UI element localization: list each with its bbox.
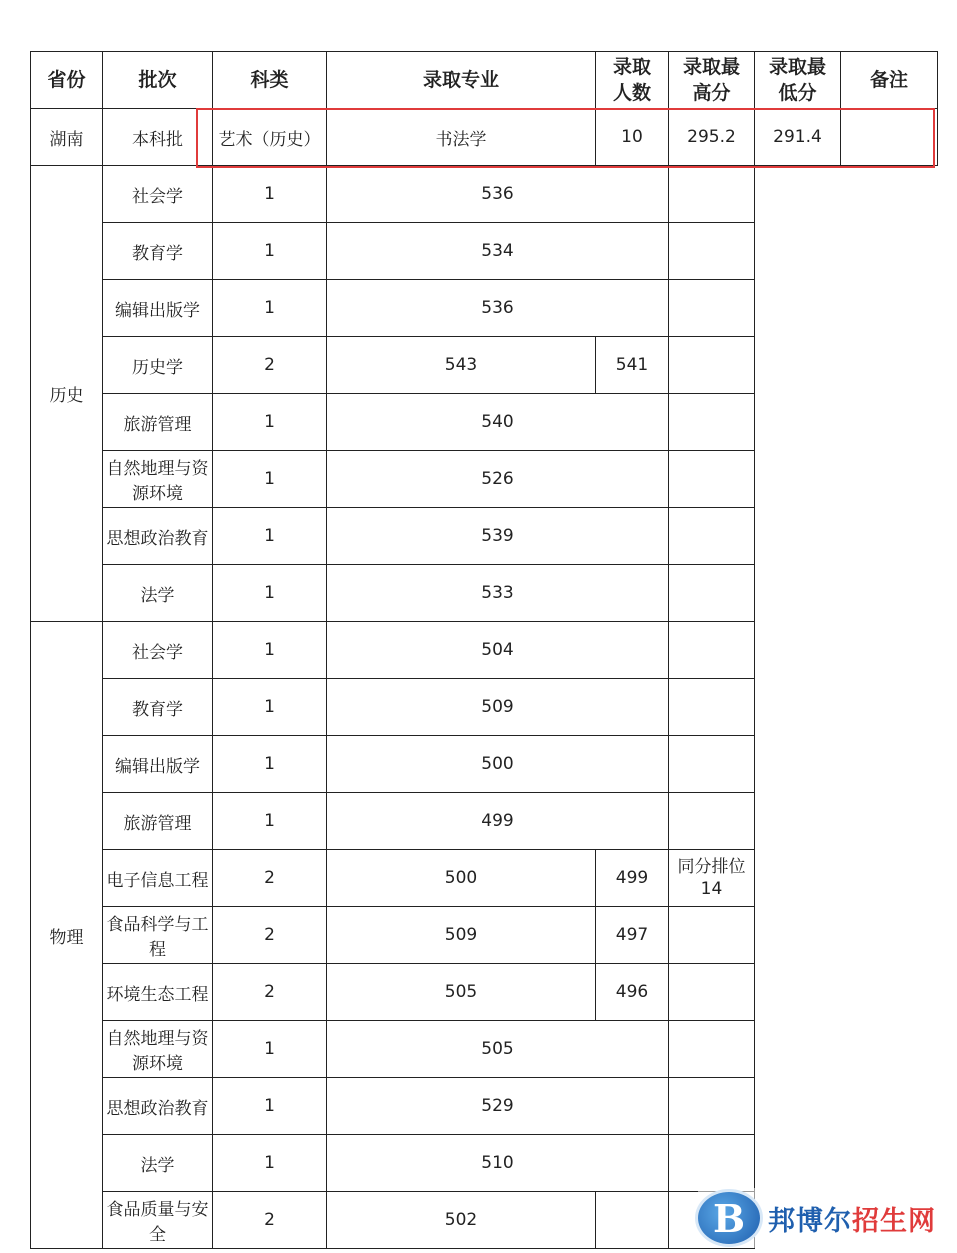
major-cell: 社会学: [103, 166, 213, 223]
count-cell: 1: [213, 622, 327, 679]
header-province: 省份: [31, 52, 103, 109]
header-row: [31, 52, 938, 109]
count-cell: 1: [213, 451, 327, 508]
count-cell: 2: [213, 850, 327, 907]
count-cell: 1: [213, 679, 327, 736]
table-row: [31, 1078, 938, 1135]
major-cell: 旅游管理: [103, 394, 213, 451]
note-cell: [669, 394, 755, 451]
table-row: [31, 109, 938, 166]
header-batch: 批次: [103, 52, 213, 109]
header-note: 备注: [841, 52, 938, 109]
admission-table: [30, 51, 938, 1249]
table-row: [31, 508, 938, 565]
count-cell: 1: [213, 166, 327, 223]
count-cell: 1: [213, 793, 327, 850]
major-cell: 环境生态工程: [103, 964, 213, 1021]
major-cell: 编辑出版学: [103, 280, 213, 337]
min-score-cell: [596, 1192, 669, 1249]
score-cell: 526: [327, 451, 669, 508]
table-row: [31, 565, 938, 622]
table-row: [31, 622, 938, 679]
score-cell: 505: [327, 1021, 669, 1078]
header-count: 录取 人数: [596, 52, 669, 109]
count-cell: 1: [213, 280, 327, 337]
note-cell: [669, 1078, 755, 1135]
major-cell: 自然地理与资源环境: [103, 451, 213, 508]
count-cell: 1: [213, 508, 327, 565]
table-row: [31, 736, 938, 793]
major-cell: 社会学: [103, 622, 213, 679]
major-cell: 自然地理与资源环境: [103, 1021, 213, 1078]
score-cell: 540: [327, 394, 669, 451]
score-cell: 499: [327, 793, 669, 850]
count-cell: 1: [213, 565, 327, 622]
major-cell: 思想政治教育: [103, 1078, 213, 1135]
table-row: [31, 280, 938, 337]
table-row: [31, 166, 938, 223]
note-cell: [669, 850, 755, 907]
score-cell: 533: [327, 565, 669, 622]
note-line: 14: [700, 879, 723, 899]
note-cell: [669, 508, 755, 565]
count-cell: 2: [213, 907, 327, 964]
major-cell: 食品质量与安全: [103, 1192, 213, 1249]
max-score-cell: 543: [327, 337, 596, 394]
major-cell: 编辑出版学: [103, 736, 213, 793]
note-cell: [669, 337, 755, 394]
major-cell: 电子信息工程: [103, 850, 213, 907]
min-score-cell: 291.4: [755, 109, 841, 166]
header-major: 录取专业: [327, 52, 596, 109]
header-min-score: 录取最 低分: [755, 52, 841, 109]
table-row: [31, 337, 938, 394]
max-score-cell: 295.2: [669, 109, 755, 166]
note-cell: [669, 793, 755, 850]
category-cell: 物理: [31, 622, 103, 1249]
table-row: [31, 1135, 938, 1192]
max-score-cell: 505: [327, 964, 596, 1021]
category-cell: 历史: [31, 166, 103, 622]
note-line: 同分排位: [677, 857, 746, 877]
table-row: [31, 679, 938, 736]
note-cell: [669, 280, 755, 337]
score-cell: 500: [327, 736, 669, 793]
major-cell: 思想政治教育: [103, 508, 213, 565]
note-cell: [669, 166, 755, 223]
watermark: [698, 1188, 953, 1248]
note-cell: [669, 1135, 755, 1192]
count-cell: 1: [213, 736, 327, 793]
score-cell: 504: [327, 622, 669, 679]
count-cell: 10: [596, 109, 669, 166]
count-cell: 2: [213, 337, 327, 394]
max-score-cell: 502: [327, 1192, 596, 1249]
table-row: [31, 394, 938, 451]
major-cell: 历史学: [103, 337, 213, 394]
max-score-cell: 509: [327, 907, 596, 964]
table-row: [31, 223, 938, 280]
category-cell: 艺术（历史）: [213, 109, 327, 166]
count-cell: 2: [213, 964, 327, 1021]
max-score-cell: 500: [327, 850, 596, 907]
batch-cell: 本科批: [103, 109, 213, 166]
note-cell: [669, 622, 755, 679]
header-category: 科类: [213, 52, 327, 109]
header-max-score: 录取最 高分: [669, 52, 755, 109]
min-score-cell: 497: [596, 907, 669, 964]
note-cell: [841, 109, 938, 166]
note-cell: [669, 736, 755, 793]
table-row: [31, 964, 938, 1021]
major-cell: 法学: [103, 1135, 213, 1192]
count-cell: 1: [213, 1021, 327, 1078]
major-cell: 旅游管理: [103, 793, 213, 850]
table-row: [31, 1021, 938, 1078]
min-score-cell: 541: [596, 337, 669, 394]
note-cell: [669, 223, 755, 280]
score-cell: 536: [327, 280, 669, 337]
note-cell: [669, 679, 755, 736]
count-cell: 1: [213, 1135, 327, 1192]
major-cell: 法学: [103, 565, 213, 622]
major-cell: 教育学: [103, 223, 213, 280]
score-cell: 510: [327, 1135, 669, 1192]
watermark-logo-icon: B: [698, 1192, 760, 1244]
score-cell: 529: [327, 1078, 669, 1135]
major-cell: 食品科学与工程: [103, 907, 213, 964]
note-cell: [669, 565, 755, 622]
table-row: [31, 907, 938, 964]
note-cell: [669, 1021, 755, 1078]
note-cell: [669, 907, 755, 964]
count-cell: 1: [213, 1078, 327, 1135]
note-cell: [669, 964, 755, 1021]
score-cell: 539: [327, 508, 669, 565]
score-cell: 534: [327, 223, 669, 280]
watermark-text: 邦博尔招生网: [768, 1205, 936, 1237]
major-cell: 书法学: [327, 109, 596, 166]
count-cell: 1: [213, 394, 327, 451]
province-cell: 湖南: [31, 109, 103, 166]
min-score-cell: 496: [596, 964, 669, 1021]
major-cell: 教育学: [103, 679, 213, 736]
score-cell: 509: [327, 679, 669, 736]
count-cell: 2: [213, 1192, 327, 1249]
score-cell: 536: [327, 166, 669, 223]
table-row: [31, 451, 938, 508]
table-row: [31, 850, 938, 907]
count-cell: 1: [213, 223, 327, 280]
table-row: [31, 793, 938, 850]
min-score-cell: 499: [596, 850, 669, 907]
note-cell: [669, 451, 755, 508]
